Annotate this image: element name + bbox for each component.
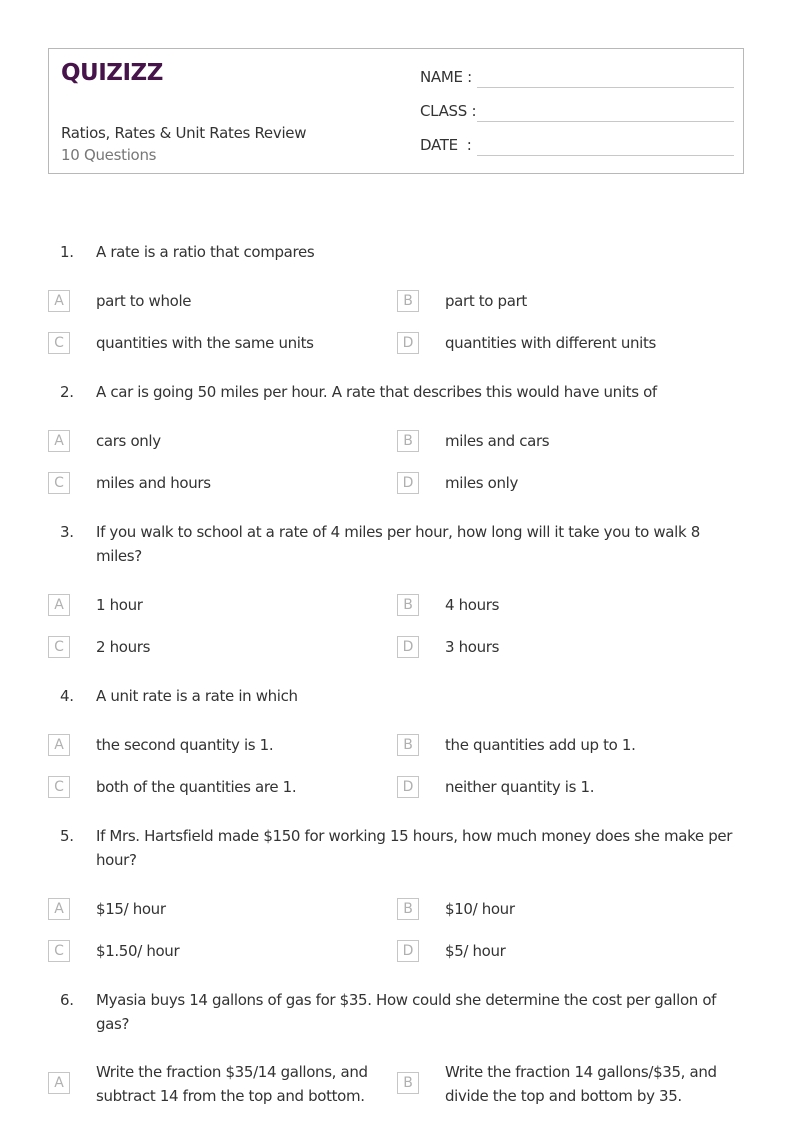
option-b-text: $10/ hour xyxy=(445,900,515,918)
option-d-box[interactable]: D xyxy=(397,940,419,962)
option-b-text: Write the fraction 14 gallons/$35, and divide the top and bottom by 35. xyxy=(445,1063,717,1105)
option-b-box[interactable]: B xyxy=(397,734,419,756)
question-number: 1. xyxy=(60,243,74,261)
quizizz-logo: QUIZIZZ xyxy=(61,60,163,86)
class-line[interactable] xyxy=(477,121,734,122)
option-b-box[interactable]: B xyxy=(397,1072,419,1094)
option-a-box[interactable]: A xyxy=(48,1072,70,1094)
date-label: DATE : xyxy=(420,136,472,154)
option-c-text: both of the quantities are 1. xyxy=(96,778,297,796)
option-b-text: miles and cars xyxy=(445,432,550,450)
option-c-box[interactable]: C xyxy=(48,332,70,354)
question-text: If you walk to school at a rate of 4 miles per hour, how long will it take you to walk 8 miles? xyxy=(96,523,700,565)
option-a-box[interactable]: A xyxy=(48,898,70,920)
question-number: 4. xyxy=(60,687,74,705)
option-d-box[interactable]: D xyxy=(397,776,419,798)
option-c-text: $1.50/ hour xyxy=(96,942,180,960)
option-a-text: part to whole xyxy=(96,292,192,310)
option-d-box[interactable]: D xyxy=(397,636,419,658)
question-text: A rate is a ratio that compares xyxy=(96,243,315,261)
name-label: NAME : xyxy=(420,68,472,86)
class-label: CLASS : xyxy=(420,102,477,120)
option-b-text: the quantities add up to 1. xyxy=(445,736,636,754)
class-field[interactable] xyxy=(420,100,734,124)
worksheet-header xyxy=(48,48,744,174)
option-a-text: $15/ hour xyxy=(96,900,166,918)
date-line[interactable] xyxy=(477,155,734,156)
name-field[interactable] xyxy=(420,66,734,90)
option-c-box[interactable]: C xyxy=(48,776,70,798)
option-c-box[interactable]: C xyxy=(48,940,70,962)
option-b-box[interactable]: B xyxy=(397,898,419,920)
option-d-text: quantities with different units xyxy=(445,334,656,352)
question-number: 2. xyxy=(60,383,74,401)
option-c-text: miles and hours xyxy=(96,474,211,492)
option-a-box[interactable]: A xyxy=(48,734,70,756)
option-d-box[interactable]: D xyxy=(397,332,419,354)
question-text: If Mrs. Hartsfield made $150 for working 15 hours, how much money does she make per hour? xyxy=(96,827,733,869)
question-count: 10 Questions xyxy=(61,146,157,164)
option-c-box[interactable]: C xyxy=(48,472,70,494)
question-text: A car is going 50 miles per hour. A rate that describes this would have units of xyxy=(96,383,657,401)
option-a-text: 1 hour xyxy=(96,596,143,614)
option-a-box[interactable]: A xyxy=(48,290,70,312)
option-c-box[interactable]: C xyxy=(48,636,70,658)
option-b-text: 4 hours xyxy=(445,596,500,614)
option-d-text: miles only xyxy=(445,474,518,492)
option-a-text: cars only xyxy=(96,432,161,450)
worksheet-title: Ratios, Rates & Unit Rates Review xyxy=(61,124,307,142)
option-a-text: the second quantity is 1. xyxy=(96,736,274,754)
question-number: 6. xyxy=(60,991,74,1009)
option-c-text: 2 hours xyxy=(96,638,151,656)
option-a-box[interactable]: A xyxy=(48,594,70,616)
question-number: 5. xyxy=(60,827,74,845)
option-d-text: $5/ hour xyxy=(445,942,506,960)
option-a-box[interactable]: A xyxy=(48,430,70,452)
question-text: Myasia buys 14 gallons of gas for $35. How could she determine the cost per gallon of gas? xyxy=(96,991,717,1033)
option-d-text: neither quantity is 1. xyxy=(445,778,595,796)
question-number: 3. xyxy=(60,523,74,541)
question-text: A unit rate is a rate in which xyxy=(96,687,298,705)
option-b-box[interactable]: B xyxy=(397,594,419,616)
date-field[interactable] xyxy=(420,134,734,158)
option-a-text: Write the fraction $35/14 gallons, and subtract 14 from the top and bottom. xyxy=(96,1063,368,1105)
option-d-text: 3 hours xyxy=(445,638,500,656)
option-d-box[interactable]: D xyxy=(397,472,419,494)
option-b-text: part to part xyxy=(445,292,527,310)
option-c-text: quantities with the same units xyxy=(96,334,314,352)
option-b-box[interactable]: B xyxy=(397,290,419,312)
option-b-box[interactable]: B xyxy=(397,430,419,452)
name-line[interactable] xyxy=(477,87,734,88)
